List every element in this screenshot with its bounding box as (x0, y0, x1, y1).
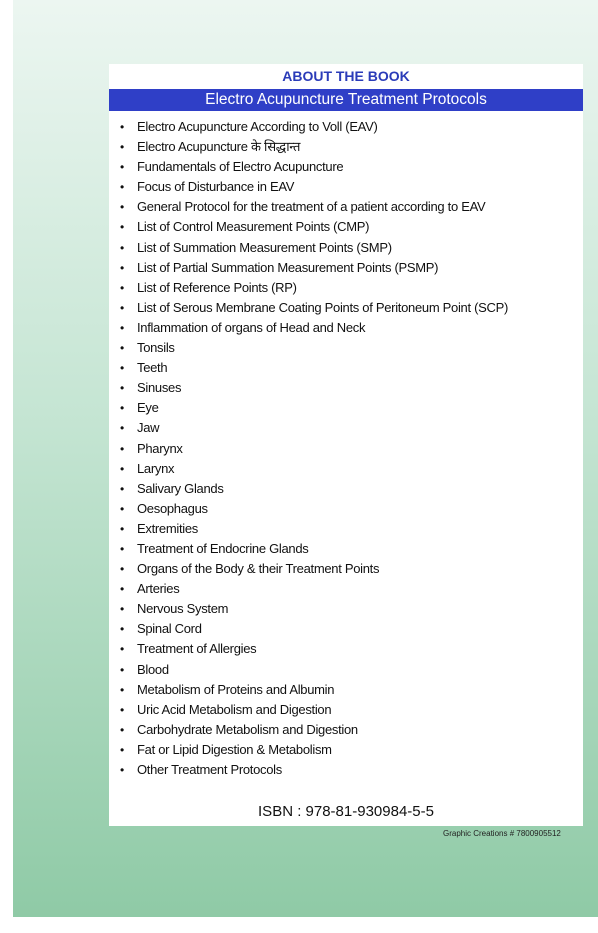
list-item-label: Extremities (137, 520, 198, 536)
list-item (109, 258, 583, 278)
list-item-label: Fat or Lipid Digestion & Metabolism (137, 741, 332, 757)
list-item (109, 418, 583, 438)
list-item-label: Eye (137, 400, 159, 416)
list-item (109, 660, 583, 680)
list-item-label: Other Treatment Protocols (137, 762, 282, 777)
list-item (109, 559, 583, 579)
list-item-label: Nervous System (137, 601, 229, 617)
bullet-icon: • (120, 381, 124, 396)
list-item (109, 398, 583, 418)
list-item-label: Carbohydrate Metabolism and Digestion (137, 721, 358, 737)
list-item-label: Arteries (137, 581, 180, 597)
list-item-label: Focus of Disturbance in EAV (137, 179, 295, 195)
list-item (109, 740, 583, 760)
list-item (109, 479, 583, 499)
list-item (109, 338, 583, 358)
list-item (109, 499, 583, 519)
bullet-icon: • (120, 180, 124, 195)
list-item-label: Treatment of Allergies (137, 641, 257, 657)
bullet-icon: • (120, 763, 124, 777)
list-item (109, 639, 583, 659)
bullet-icon: • (120, 521, 124, 536)
list-item-label: Electro Acupuncture According to Voll (EAV) (137, 119, 378, 134)
list-item (109, 599, 583, 619)
list-item (109, 177, 583, 197)
list-item-label: Treatment of Endocrine Glands (137, 540, 309, 556)
list-item-label: List of Serous Membrane Coating Points of Peritoneum Point (SCP) (137, 299, 508, 315)
list-item-label: Uric Acid Metabolism and Digestion (137, 701, 332, 717)
bullet-icon: • (120, 541, 124, 556)
list-item-label: List of Summation Measurement Points (SMP) (137, 239, 392, 255)
list-item-label: Organs of the Body & their Treatment Points (137, 561, 380, 577)
list-item (109, 680, 583, 700)
list-item-label: Oesophagus (137, 500, 208, 516)
list-item (109, 619, 583, 639)
bullet-icon: • (120, 240, 124, 255)
book-title-bar: Electro Acupuncture Treatment Protocols (109, 89, 583, 111)
list-item-label: Pharynx (137, 440, 183, 456)
list-item (109, 760, 583, 780)
bullet-icon: • (120, 702, 124, 717)
bullet-icon: • (120, 722, 124, 737)
list-item (109, 700, 583, 720)
bullet-icon: • (120, 582, 124, 597)
list-item (109, 439, 583, 459)
list-item-label: List of Reference Points (RP) (137, 279, 297, 295)
list-item-label: Metabolism of Proteins and Albumin (137, 681, 335, 697)
list-item-label: Teeth (137, 360, 168, 376)
bullet-icon: • (120, 501, 124, 516)
list-item (109, 459, 583, 479)
list-item-label: List of Control Measurement Points (CMP) (137, 219, 370, 235)
list-item-label: Sinuses (137, 380, 182, 396)
list-item (109, 519, 583, 539)
list-item-label: Jaw (137, 420, 160, 436)
list-item-label: Spinal Cord (137, 621, 202, 637)
bullet-icon: • (120, 421, 124, 436)
bullet-icon: • (120, 481, 124, 496)
bullet-icon: • (120, 220, 124, 235)
list-item-label: Blood (137, 661, 169, 677)
list-item (109, 318, 583, 338)
cover-background (13, 0, 598, 917)
list-item (109, 238, 583, 258)
list-item (109, 137, 583, 157)
bullet-icon: • (120, 120, 124, 134)
bullet-icon: • (120, 300, 124, 315)
list-item-label: Inflammation of organs of Head and Neck (137, 319, 366, 335)
list-item-label: Larynx (137, 460, 175, 476)
bullet-icon: • (120, 200, 124, 215)
list-item (109, 197, 583, 217)
topic-list (109, 117, 583, 780)
list-item-label: List of Partial Summation Measurement Points (PSMP) (137, 259, 439, 275)
bullet-icon: • (120, 341, 124, 356)
list-item (109, 278, 583, 298)
bullet-icon: • (120, 602, 124, 617)
bullet-icon: • (120, 622, 124, 637)
bullet-icon: • (120, 401, 124, 416)
list-item (109, 117, 583, 137)
bullet-icon: • (120, 642, 124, 657)
bullet-icon: • (120, 742, 124, 757)
list-item (109, 217, 583, 237)
list-item (109, 298, 583, 318)
list-item-label: General Protocol for the treatment of a patient according to EAV (137, 199, 486, 215)
list-item-label: Tonsils (137, 340, 175, 356)
designer-credit: Graphic Creations # 7800905512 (443, 829, 561, 838)
list-item (109, 720, 583, 740)
bullet-icon: • (120, 320, 124, 335)
list-item (109, 358, 583, 378)
bullet-icon: • (120, 260, 124, 275)
bullet-icon: • (120, 682, 124, 697)
bullet-icon: • (120, 662, 124, 677)
list-item (109, 378, 583, 398)
list-item-label: Fundamentals of Electro Acupuncture (137, 159, 344, 175)
isbn: ISBN : 978-81-930984-5-5 (258, 803, 434, 820)
bullet-icon: • (120, 361, 124, 376)
bullet-icon: • (120, 562, 124, 577)
bullet-icon: • (120, 140, 124, 155)
list-item-label: Salivary Glands (137, 480, 224, 496)
bullet-icon: • (120, 160, 124, 175)
list-item (109, 579, 583, 599)
about-panel (109, 64, 583, 826)
list-item-label: Electro Acupuncture के सिद्धान्त (137, 139, 301, 155)
about-heading: ABOUT THE BOOK (282, 68, 410, 84)
list-item (109, 539, 583, 559)
bullet-icon: • (120, 280, 124, 295)
bullet-icon: • (120, 461, 124, 476)
bullet-icon: • (120, 441, 124, 456)
list-item (109, 157, 583, 177)
